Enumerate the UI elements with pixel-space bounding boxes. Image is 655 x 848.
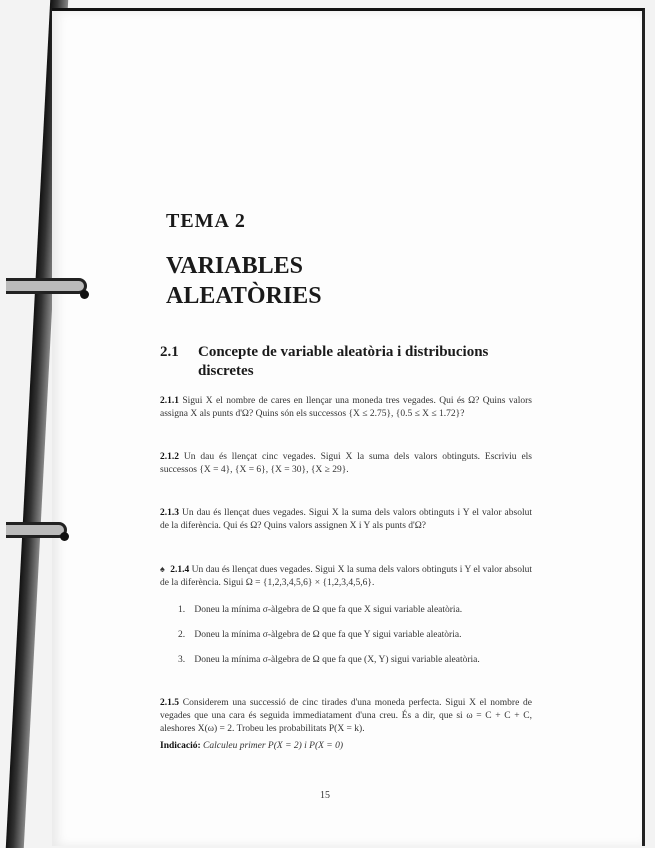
sub-item-number: 1. — [178, 605, 186, 615]
exercise-text: Un dau és llençat dues vegades. Sigui X la suma dels valors obtinguts i Y el valor absolut de la diferència. Sigui Ω = {1,2,3,4,5,6} × {1,2,3,4,5,6}. — [160, 565, 533, 588]
sub-item-text: Doneu la mínima σ-àlgebra de Ω que fa que (X, Y) sigui variable aleatòria. — [194, 655, 480, 665]
exercise-2-1-3 — [160, 507, 532, 533]
chapter-title-line2: ALEATÒRIES — [166, 283, 322, 309]
exercise-id: 2.1.1 — [160, 396, 179, 406]
binder-ring-bottom — [6, 522, 67, 538]
exercise-id: 2.1.4 — [170, 565, 190, 575]
exercise-2-1-5 — [160, 697, 532, 736]
page-content — [108, 210, 533, 753]
hint — [160, 740, 532, 753]
exercise-text: Considerem una successió de cinc tirades d'una moneda perfecta. Sigui X el nombre de vegades que una cara és seguida immediatament d'una creu. És a dir, que si ω = C + C + C, aleshores X(ω) = 2. Trobeu les probabilitats P(X = k). — [160, 698, 533, 734]
exercise-2-1-1 — [160, 395, 532, 421]
punch-hole-top — [80, 290, 89, 299]
exercise-2-1-2 — [160, 451, 532, 477]
chapter-title — [166, 251, 518, 311]
page-number: 15 — [320, 790, 330, 801]
exercise-id: 2.1.5 — [160, 698, 179, 708]
punch-hole-bottom — [60, 532, 69, 541]
sub-item-text: Doneu la mínima σ-àlgebra de Ω que fa que X sigui variable aleatòria. — [194, 605, 463, 615]
section-title: Concepte de variable aleatòria i distribucions discretes — [198, 344, 489, 379]
section-number: 2.1 — [160, 344, 179, 360]
binder-ring-top — [6, 278, 87, 294]
hint-text: Calculeu primer P(X = 2) i P(X = 0) — [203, 741, 344, 751]
sub-item-1 — [178, 604, 528, 617]
section-heading — [160, 343, 520, 381]
exercise-text: Un dau és llençat dues vegades. Sigui X la suma dels valors obtinguts i Y el valor absolut de la diferència. Qui és Ω? Quins valors assignen X i Y als punts d'Ω? — [160, 508, 532, 531]
hint-label: Indicació: — [160, 741, 201, 751]
exercise-text: Sigui X el nombre de cares en llençar una moneda tres vegades. Qui és Ω? Quins valors assigna X als punts d'Ω? Quins són els successos {X ≤ 2.75}, {0.5 ≤ X ≤ 1.72}? — [160, 396, 532, 419]
sub-item-3 — [178, 654, 528, 667]
tema-heading: TEMA 2 — [166, 210, 246, 232]
exercise-id: 2.1.3 — [160, 508, 179, 518]
exercise-text: Un dau és llençat cinc vegades. Sigui X la suma dels valors obtinguts. Escriviu els successos {X = 4}, {X = 6}, {X = 30}, {X ≥ 29}. — [160, 452, 533, 475]
chapter-title-line1: VARIABLES — [166, 253, 303, 279]
sub-item-text: Doneu la mínima σ-àlgebra de Ω que fa que Y sigui variable aleatòria. — [194, 630, 462, 640]
sub-item-number: 2. — [178, 630, 186, 640]
sub-item-2 — [178, 629, 528, 642]
exercise-id: 2.1.2 — [160, 452, 179, 462]
exercise-2-1-4 — [160, 563, 532, 590]
sub-item-number: 3. — [178, 655, 186, 665]
difficulty-marker-icon: ♠ — [160, 564, 165, 574]
